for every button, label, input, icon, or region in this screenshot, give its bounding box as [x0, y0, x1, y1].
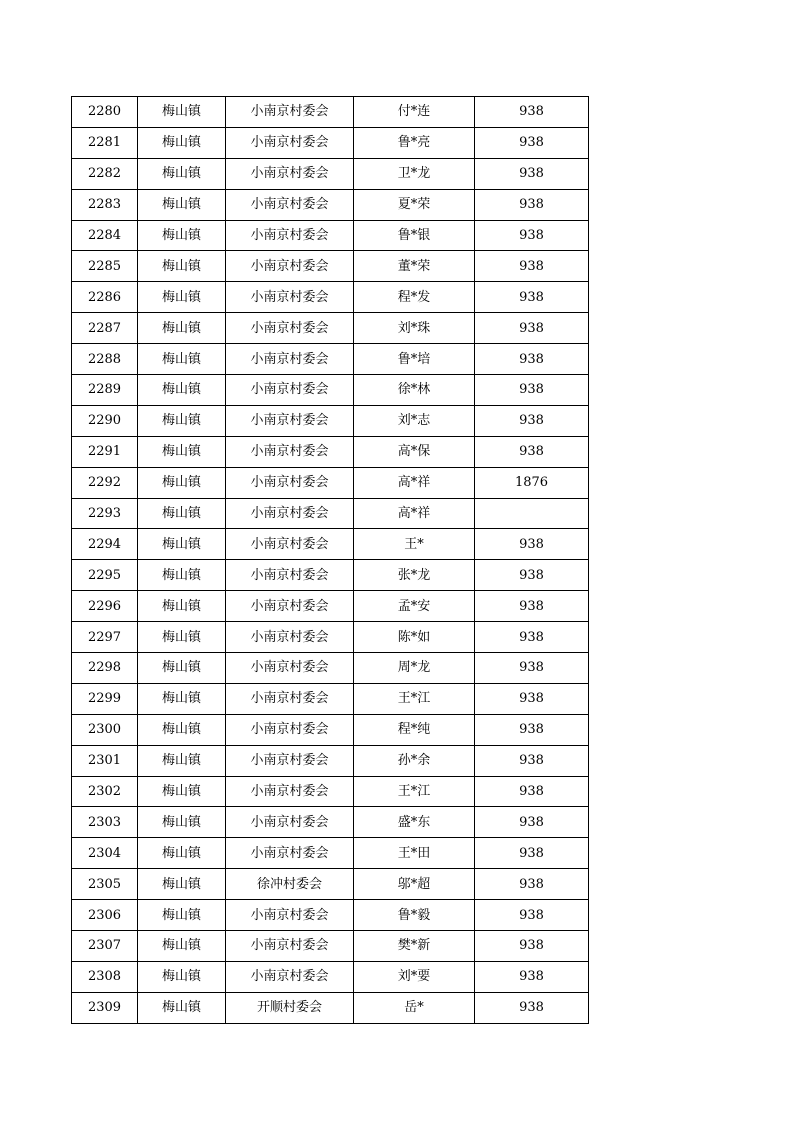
amount-cell: 938 [475, 158, 589, 189]
name-cell: 徐*林 [354, 375, 475, 406]
town-cell: 梅山镇 [138, 653, 226, 684]
town-cell: 梅山镇 [138, 436, 226, 467]
row-number-cell: 2289 [72, 375, 138, 406]
name-cell: 樊*新 [354, 931, 475, 962]
town-cell: 梅山镇 [138, 251, 226, 282]
amount-cell: 938 [475, 251, 589, 282]
name-cell: 高*保 [354, 436, 475, 467]
amount-cell: 938 [475, 97, 589, 128]
town-cell: 梅山镇 [138, 961, 226, 992]
village-committee-cell: 小南京村委会 [226, 127, 354, 158]
amount-cell: 938 [475, 127, 589, 158]
amount-cell: 938 [475, 900, 589, 931]
name-cell: 鲁*培 [354, 344, 475, 375]
table-row [72, 714, 589, 745]
row-number-cell: 2282 [72, 158, 138, 189]
town-cell: 梅山镇 [138, 591, 226, 622]
town-cell: 梅山镇 [138, 776, 226, 807]
row-number-cell: 2284 [72, 220, 138, 251]
village-committee-cell: 小南京村委会 [226, 807, 354, 838]
row-number-cell: 2309 [72, 992, 138, 1023]
amount-cell: 938 [475, 992, 589, 1023]
row-number-cell: 2281 [72, 127, 138, 158]
amount-cell: 938 [475, 344, 589, 375]
village-committee-cell: 小南京村委会 [226, 591, 354, 622]
amount-cell: 938 [475, 560, 589, 591]
name-cell: 邬*超 [354, 869, 475, 900]
town-cell: 梅山镇 [138, 498, 226, 529]
town-cell: 梅山镇 [138, 838, 226, 869]
table-row [72, 745, 589, 776]
town-cell: 梅山镇 [138, 745, 226, 776]
row-number-cell: 2283 [72, 189, 138, 220]
village-committee-cell: 小南京村委会 [226, 375, 354, 406]
table-row [72, 807, 589, 838]
row-number-cell: 2299 [72, 683, 138, 714]
town-cell: 梅山镇 [138, 220, 226, 251]
row-number-cell: 2295 [72, 560, 138, 591]
row-number-cell: 2296 [72, 591, 138, 622]
name-cell: 付*连 [354, 97, 475, 128]
amount-cell: 938 [475, 436, 589, 467]
amount-cell: 938 [475, 189, 589, 220]
row-number-cell: 2303 [72, 807, 138, 838]
table-row [72, 436, 589, 467]
name-cell: 张*龙 [354, 560, 475, 591]
name-cell: 鲁*毅 [354, 900, 475, 931]
table-row [72, 220, 589, 251]
village-committee-cell: 小南京村委会 [226, 653, 354, 684]
table-row [72, 158, 589, 189]
row-number-cell: 2288 [72, 344, 138, 375]
amount-cell: 938 [475, 622, 589, 653]
table-row [72, 189, 589, 220]
amount-cell: 1876 [475, 467, 589, 498]
amount-cell: 938 [475, 807, 589, 838]
town-cell: 梅山镇 [138, 158, 226, 189]
amount-cell: 938 [475, 282, 589, 313]
amount-cell: 938 [475, 529, 589, 560]
table-row [72, 560, 589, 591]
row-number-cell: 2305 [72, 869, 138, 900]
town-cell: 梅山镇 [138, 683, 226, 714]
table-row [72, 529, 589, 560]
name-cell: 孙*余 [354, 745, 475, 776]
table-row [72, 838, 589, 869]
amount-cell: 938 [475, 714, 589, 745]
village-committee-cell: 小南京村委会 [226, 838, 354, 869]
town-cell: 梅山镇 [138, 931, 226, 962]
table-row [72, 931, 589, 962]
table-row [72, 869, 589, 900]
table-row [72, 992, 589, 1023]
name-cell: 卫*龙 [354, 158, 475, 189]
row-number-cell: 2306 [72, 900, 138, 931]
village-committee-cell: 小南京村委会 [226, 251, 354, 282]
amount-cell: 938 [475, 931, 589, 962]
table-row [72, 498, 589, 529]
town-cell: 梅山镇 [138, 127, 226, 158]
row-number-cell: 2304 [72, 838, 138, 869]
town-cell: 梅山镇 [138, 992, 226, 1023]
amount-cell: 938 [475, 313, 589, 344]
row-number-cell: 2300 [72, 714, 138, 745]
name-cell: 高*祥 [354, 498, 475, 529]
amount-cell: 938 [475, 776, 589, 807]
row-number-cell: 2308 [72, 961, 138, 992]
name-cell: 程*发 [354, 282, 475, 313]
table-row [72, 251, 589, 282]
village-committee-cell: 小南京村委会 [226, 776, 354, 807]
village-committee-cell: 小南京村委会 [226, 220, 354, 251]
row-number-cell: 2287 [72, 313, 138, 344]
table-row [72, 344, 589, 375]
name-cell: 鲁*亮 [354, 127, 475, 158]
row-number-cell: 2307 [72, 931, 138, 962]
village-committee-cell: 小南京村委会 [226, 560, 354, 591]
village-committee-cell: 小南京村委会 [226, 900, 354, 931]
table-row [72, 591, 589, 622]
village-committee-cell: 小南京村委会 [226, 498, 354, 529]
village-committee-cell: 小南京村委会 [226, 282, 354, 313]
name-cell: 王*江 [354, 776, 475, 807]
name-cell: 陈*如 [354, 622, 475, 653]
town-cell: 梅山镇 [138, 282, 226, 313]
name-cell: 王*田 [354, 838, 475, 869]
table-row [72, 313, 589, 344]
name-cell: 董*荣 [354, 251, 475, 282]
name-cell: 程*纯 [354, 714, 475, 745]
town-cell: 梅山镇 [138, 405, 226, 436]
village-committee-cell: 小南京村委会 [226, 313, 354, 344]
row-number-cell: 2298 [72, 653, 138, 684]
name-cell: 周*龙 [354, 653, 475, 684]
village-committee-cell: 小南京村委会 [226, 683, 354, 714]
village-committee-cell: 开顺村委会 [226, 992, 354, 1023]
town-cell: 梅山镇 [138, 344, 226, 375]
row-number-cell: 2280 [72, 97, 138, 128]
name-cell: 盛*东 [354, 807, 475, 838]
row-number-cell: 2286 [72, 282, 138, 313]
amount-cell: 938 [475, 653, 589, 684]
table-row [72, 282, 589, 313]
amount-cell: 938 [475, 405, 589, 436]
village-committee-cell: 小南京村委会 [226, 714, 354, 745]
amount-cell: 938 [475, 375, 589, 406]
table-row [72, 405, 589, 436]
town-cell: 梅山镇 [138, 714, 226, 745]
table-row [72, 776, 589, 807]
village-committee-cell: 小南京村委会 [226, 344, 354, 375]
table-row [72, 961, 589, 992]
name-cell: 刘*志 [354, 405, 475, 436]
village-committee-cell: 小南京村委会 [226, 158, 354, 189]
table-row [72, 683, 589, 714]
village-committee-cell: 小南京村委会 [226, 97, 354, 128]
row-number-cell: 2285 [72, 251, 138, 282]
row-number-cell: 2292 [72, 467, 138, 498]
town-cell: 梅山镇 [138, 97, 226, 128]
amount-cell: 938 [475, 745, 589, 776]
name-cell: 岳* [354, 992, 475, 1023]
amount-cell: 938 [475, 838, 589, 869]
village-committee-cell: 小南京村委会 [226, 931, 354, 962]
village-committee-cell: 小南京村委会 [226, 189, 354, 220]
row-number-cell: 2297 [72, 622, 138, 653]
table-row [72, 622, 589, 653]
town-cell: 梅山镇 [138, 900, 226, 931]
village-committee-cell: 小南京村委会 [226, 405, 354, 436]
village-committee-cell: 小南京村委会 [226, 529, 354, 560]
town-cell: 梅山镇 [138, 313, 226, 344]
village-committee-cell: 小南京村委会 [226, 745, 354, 776]
row-number-cell: 2293 [72, 498, 138, 529]
amount-cell: 938 [475, 591, 589, 622]
table-body [72, 97, 589, 1024]
row-number-cell: 2290 [72, 405, 138, 436]
table-row [72, 375, 589, 406]
name-cell: 夏*荣 [354, 189, 475, 220]
village-committee-cell: 小南京村委会 [226, 467, 354, 498]
village-committee-cell: 小南京村委会 [226, 622, 354, 653]
amount-cell: 938 [475, 220, 589, 251]
name-cell: 孟*安 [354, 591, 475, 622]
town-cell: 梅山镇 [138, 622, 226, 653]
table-row [72, 97, 589, 128]
name-cell: 刘*要 [354, 961, 475, 992]
village-committee-cell: 小南京村委会 [226, 436, 354, 467]
town-cell: 梅山镇 [138, 375, 226, 406]
town-cell: 梅山镇 [138, 189, 226, 220]
row-number-cell: 2302 [72, 776, 138, 807]
table-row [72, 127, 589, 158]
table-row [72, 900, 589, 931]
village-committee-cell: 徐冲村委会 [226, 869, 354, 900]
name-cell: 高*祥 [354, 467, 475, 498]
name-cell: 王*江 [354, 683, 475, 714]
table-row [72, 467, 589, 498]
amount-cell: 938 [475, 961, 589, 992]
amount-cell [475, 498, 589, 529]
town-cell: 梅山镇 [138, 467, 226, 498]
amount-cell: 938 [475, 683, 589, 714]
name-cell: 王* [354, 529, 475, 560]
village-committee-cell: 小南京村委会 [226, 961, 354, 992]
town-cell: 梅山镇 [138, 869, 226, 900]
town-cell: 梅山镇 [138, 560, 226, 591]
town-cell: 梅山镇 [138, 529, 226, 560]
row-number-cell: 2301 [72, 745, 138, 776]
name-cell: 鲁*银 [354, 220, 475, 251]
row-number-cell: 2291 [72, 436, 138, 467]
row-number-cell: 2294 [72, 529, 138, 560]
amount-cell: 938 [475, 869, 589, 900]
data-table [71, 96, 589, 1024]
town-cell: 梅山镇 [138, 807, 226, 838]
table-row [72, 653, 589, 684]
name-cell: 刘*珠 [354, 313, 475, 344]
